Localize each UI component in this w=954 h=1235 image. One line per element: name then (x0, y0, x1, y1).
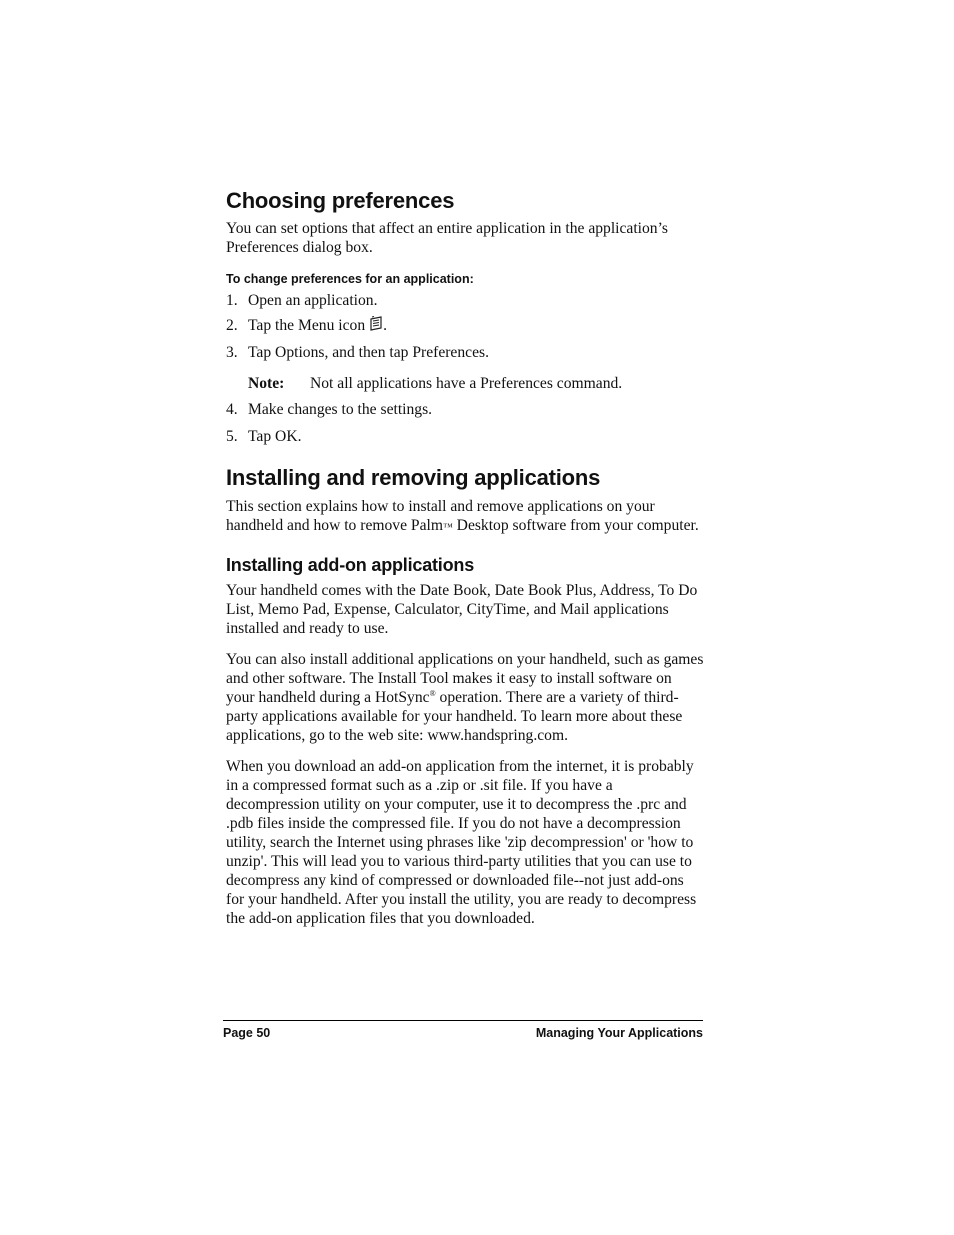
paragraph: You can also install additional applications on your handheld, such as games and other software. The Install Tool makes it easy to install software on your handheld during a HotSync® operation. There are a variety of third-party applications available for your handheld. To learn more about these applications, go to the web site: www.handspring.com. (226, 651, 704, 744)
steps-list (226, 291, 704, 446)
note-label: Note: (248, 375, 285, 392)
step-item: 2. Tap the Menu icon . (226, 316, 704, 343)
step-item: 5. Tap OK. (226, 428, 302, 445)
step-item: 1. Open an application. (226, 292, 378, 309)
page-number: Page 50 (223, 1026, 271, 1040)
note-text: Not all applications have a Preferences command. (310, 375, 623, 392)
step-item: 4. Make changes to the settings. (226, 401, 433, 418)
section-heading-choosing-preferences: Choosing preferences (226, 188, 455, 213)
section-intro: You can set options that affect an entire application in the application’s Preferences dialog box. (226, 220, 668, 256)
chapter-title: Managing Your Applications (535, 1026, 703, 1040)
procedure-title: To change preferences for an application: (226, 272, 474, 286)
page-footer (223, 1020, 703, 1040)
paragraph: Your handheld comes with the Date Book, Date Book Plus, Address, To Do List, Memo Pad, Expense, Calculator, CityTime, and Mail applications installed and ready to use. (226, 582, 698, 637)
step-item: 3. Tap Options, and then tap Preferences. (226, 344, 489, 361)
paragraph: When you download an add-on application from the internet, it is probably in a compressed format such as a .zip or .sit file. If you have a decompression utility on your computer, use it to decompress the .prc and .pdb files inside the compressed file. If you do not have a decompression utility, search the Internet using phrases like 'zip decompression' or 'how to unzip'. This will lead you to various third-party utilities that you can use to decompress any kind of compressed or downloaded file--not just add-ons for your handheld. After you install the utility, you are ready to decompress the add-on application files that you downloaded. (226, 758, 697, 927)
note (226, 374, 704, 400)
menu-icon (369, 316, 383, 343)
section-intro: This section explains how to install and remove applications on your handheld and how to remove Palm™ Desktop software from your computer. (226, 498, 699, 534)
page-content (226, 186, 704, 928)
section-heading-installing-removing: Installing and removing applications (226, 465, 601, 490)
subsection-heading-add-on: Installing add-on applications (226, 555, 475, 575)
